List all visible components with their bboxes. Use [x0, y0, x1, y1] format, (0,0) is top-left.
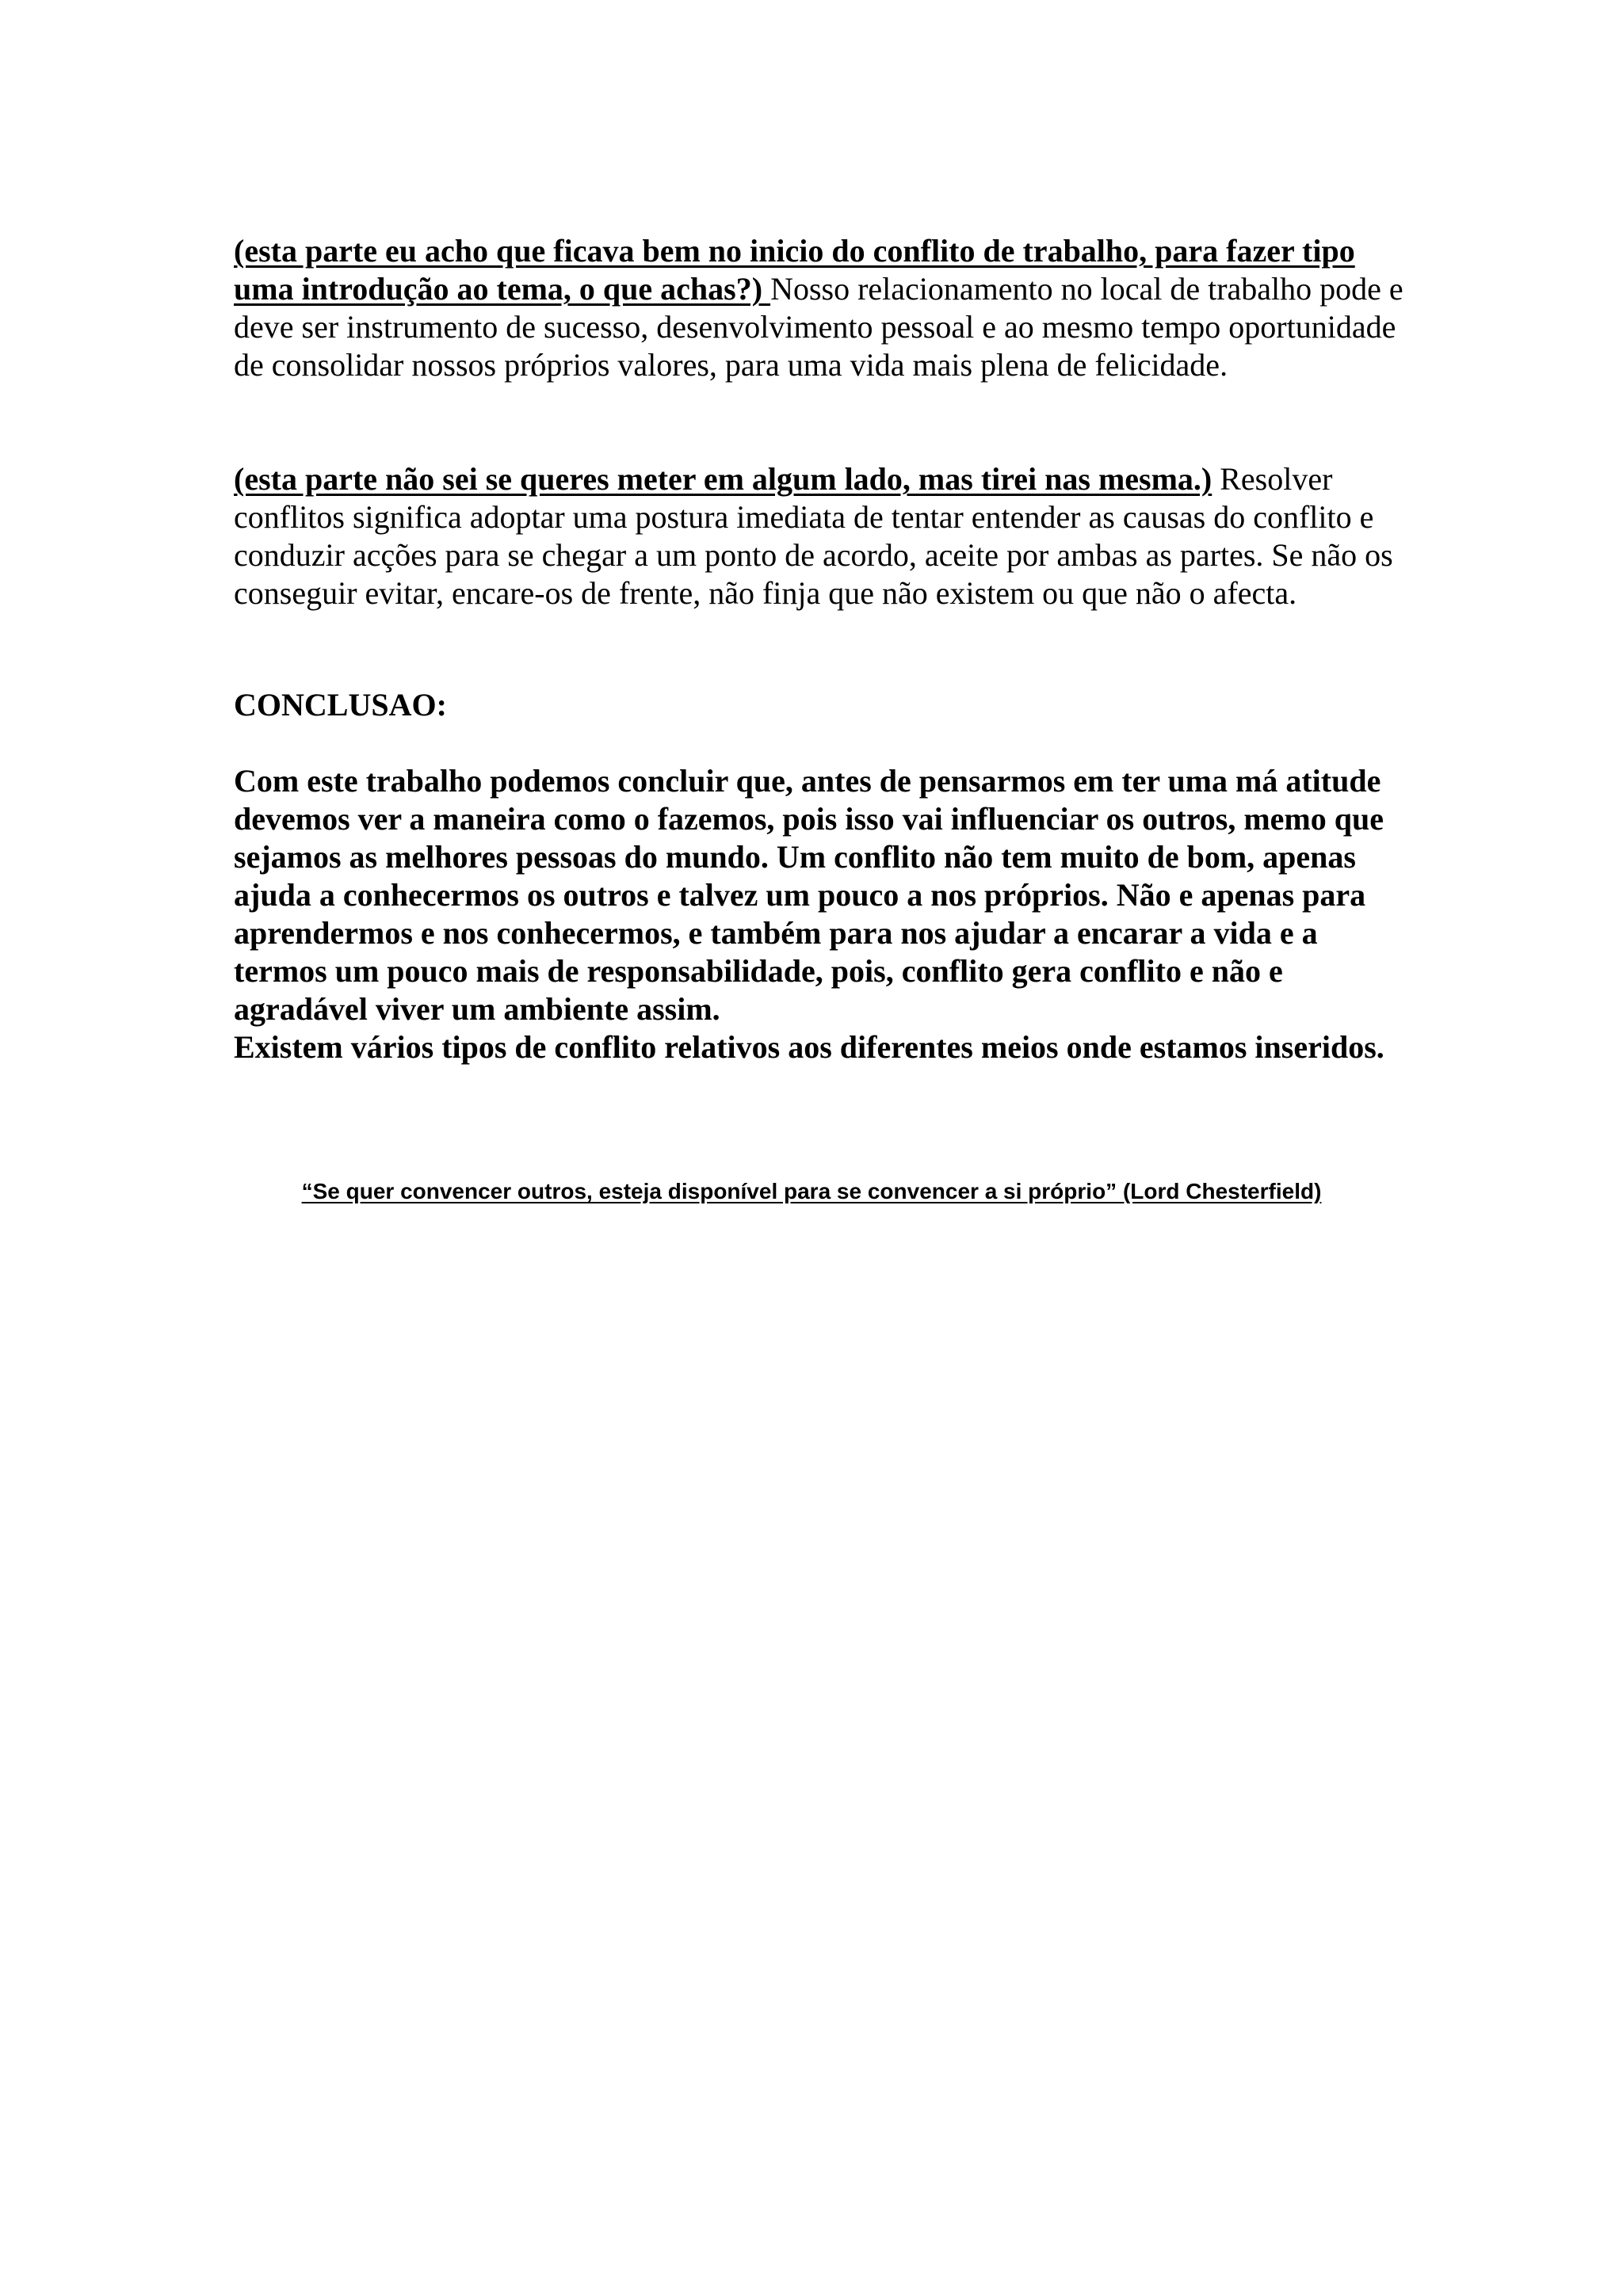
author-note: (esta parte eu acho que ficava bem no inicio do conflito de trabalho, para fazer tipo uma introdução ao tema, o que achas?) [234, 233, 1355, 307]
closing-quote: “Se quer convencer outros, esteja disponível para se convencer a si próprio” (Lord Chesterfield) [301, 1179, 1322, 1203]
paragraph-introduction [234, 232, 1415, 384]
paragraph-text: Nosso relacionamento no local de trabalho pode e deve ser instrumento de sucesso, desenvolvimento pessoal e ao mesmo tempo oportunidade de consolidar nossos próprios valores, para uma vida mais plena de felicidade. [234, 271, 1403, 383]
paragraph-conflict-resolution [234, 460, 1415, 612]
conclusion-body [234, 762, 1415, 1066]
conclusion-heading: CONCLUSAO: [234, 687, 447, 723]
conclusion-paragraph: Existem vários tipos de conflito relativos aos diferentes meios onde estamos inseridos. [234, 1029, 1384, 1065]
paragraph-text: Resolver conflitos significa adoptar uma postura imediata de tentar entender as causas do conflito e conduzir acções para se chegar a um ponto de acordo, aceite por ambas as partes. Se não os conseguir evitar, encare-os de frente, não finja que não existem ou que não o afecta. [234, 461, 1393, 611]
conclusion-paragraph: Com este trabalho podemos concluir que, antes de pensarmos em ter uma má atitude devemos ver a maneira como o fazemos, pois isso vai influenciar os outros, memo que sejamos as melhores pessoas do mundo. Um conflito não tem muito de bom, apenas ajuda a conhecermos os outros e talvez um pouco a nos próprios. Não e apenas para aprendermos e nos conhecermos, e também para nos ajudar a encarar a vida e a termos um pouco mais de responsabilidade, pois, conflito gera conflito e não e agradável viver um ambiente assim. [234, 763, 1384, 1027]
author-note: (esta parte não sei se queres meter em algum lado, mas tirei nas mesma.) [234, 461, 1212, 497]
